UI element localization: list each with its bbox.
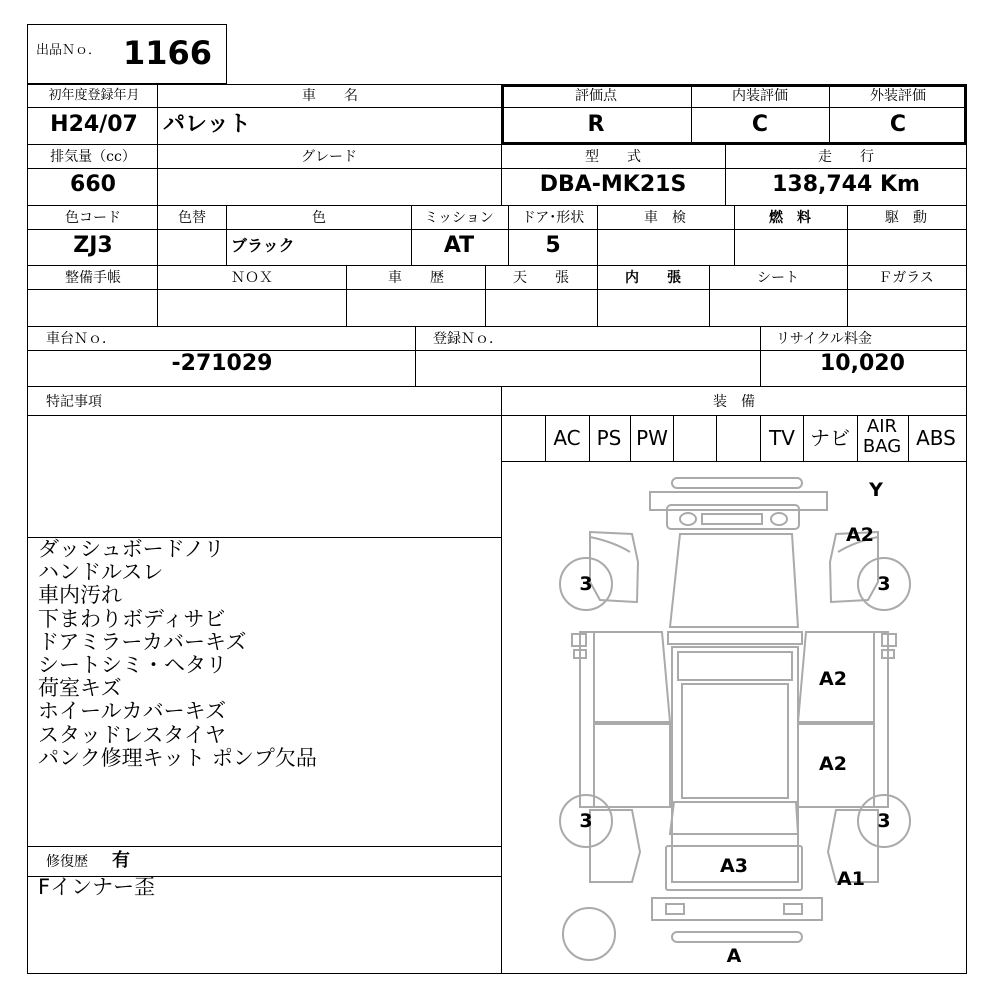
lot-number-value: 1166 <box>123 34 213 72</box>
damage-mark-windshield: Y <box>869 479 883 501</box>
equipment-pw: PW <box>636 426 668 450</box>
equipment-airbag: AIR BAG <box>862 416 902 457</box>
repair-history-value: 有 <box>112 850 130 871</box>
remark-item: 下まわりボディサビ <box>38 606 226 631</box>
equipment-ps: PS <box>596 426 622 450</box>
chassis-number-label: 車台Ｎｏ． <box>46 331 116 347</box>
interior-trim-label: 内 張 <box>625 270 681 286</box>
displacement-value: 660 <box>70 172 116 197</box>
nox-label: ＮＯＸ <box>231 270 273 286</box>
front-glass-label: Ｆガラス <box>878 270 934 286</box>
damage-mark-back-door: A3 <box>720 855 748 877</box>
remarks-notes <box>38 538 317 770</box>
remark-item: 車内汚れ <box>38 583 122 608</box>
equipment-navi: ナビ <box>810 426 850 450</box>
door-shape-label: ドア･形状 <box>521 210 585 226</box>
mileage-value: 138,744 Km <box>772 172 920 197</box>
remark-item: ホイールカバーキズ <box>38 699 227 724</box>
damage-mark-front-right-fender: A2 <box>846 524 874 546</box>
equipment-ac: AC <box>553 426 581 450</box>
door-shape-value: 5 <box>545 233 561 258</box>
score-label: 評価点 <box>575 88 617 104</box>
equipment-abs: ABS <box>916 426 956 450</box>
remark-item: ドアミラーカバーキズ <box>38 629 247 654</box>
color-label: 色 <box>312 210 326 226</box>
color-code-label: 色コード <box>65 210 121 226</box>
remark-item: 荷室キズ <box>38 676 122 701</box>
remarks-label: 特記事項 <box>46 394 102 410</box>
recycle-fee-label: リサイクル料金 <box>776 331 873 347</box>
model-code-value: DBA-MK21S <box>539 172 687 197</box>
recycle-fee-value: 10,020 <box>820 351 905 376</box>
damage-mark-rear-bumper: A <box>726 945 742 967</box>
remark-item: スタッドレスタイヤ <box>38 722 226 747</box>
damage-mark-right-rear-door: A2 <box>819 753 847 775</box>
roof-lining-label: 天 張 <box>513 270 569 286</box>
car-damage-diagram <box>502 462 966 973</box>
remark-item: シートシミ・ヘタリ <box>38 653 227 678</box>
remark-item: ダッシュボードノリ <box>38 537 225 561</box>
inspection-label: 車 検 <box>644 210 686 226</box>
damage-mark-rear-right-fender: A1 <box>837 868 865 890</box>
damage-mark-tire-front-left: 3 <box>579 573 593 595</box>
exterior-rating-value: C <box>889 112 907 137</box>
grade-label: グレード <box>301 149 357 165</box>
chassis-number-value: -271029 <box>171 351 273 376</box>
displacement-label: 排気量（cc） <box>50 149 136 165</box>
maintenance-record-label: 整備手帳 <box>65 270 121 286</box>
equipment-label: 装 備 <box>713 394 755 410</box>
fuel-label: 燃 料 <box>769 210 811 226</box>
mileage-label: 走 行 <box>818 149 874 165</box>
color-code-value: ZJ3 <box>73 233 113 258</box>
car-name-value: パレット <box>163 112 251 137</box>
repair-note: Fインナー歪 <box>38 875 156 899</box>
seat-label: シート <box>757 270 799 286</box>
first-registration-value: H24/07 <box>50 112 138 137</box>
color-change-label: 色替 <box>178 210 206 226</box>
interior-rating-value: C <box>751 112 769 137</box>
vehicle-history-label: 車 歴 <box>388 270 444 286</box>
lot-number-box <box>27 24 227 84</box>
mission-value: AT <box>443 233 475 258</box>
equipment-tv: TV <box>769 426 795 450</box>
interior-rating-label: 内装評価 <box>732 88 788 104</box>
remark-item: パンク修理キット ポンプ欠品 <box>38 745 317 770</box>
damage-mark-tire-rear-left: 3 <box>579 810 593 832</box>
car-name-label: 車 名 <box>302 88 358 104</box>
registration-number-label: 登録Ｎｏ． <box>433 331 503 347</box>
damage-mark-right-front-door: A2 <box>819 668 847 690</box>
lot-number-label: 出品Ｎｏ． <box>36 43 102 58</box>
first-registration-label: 初年度登録年月 <box>48 88 140 103</box>
model-code-label: 型 式 <box>585 149 641 165</box>
score-value: R <box>587 112 605 137</box>
drive-label: 駆 動 <box>885 210 927 226</box>
mission-label: ミッション <box>424 210 494 226</box>
damage-mark-tire-front-right: 3 <box>877 573 891 595</box>
color-value: ブラック <box>231 236 295 255</box>
remark-item: ハンドルスレ <box>38 560 164 585</box>
repair-history-label: 修復歴 <box>46 854 88 870</box>
damage-mark-tire-rear-right: 3 <box>877 810 891 832</box>
exterior-rating-label: 外装評価 <box>870 88 926 104</box>
